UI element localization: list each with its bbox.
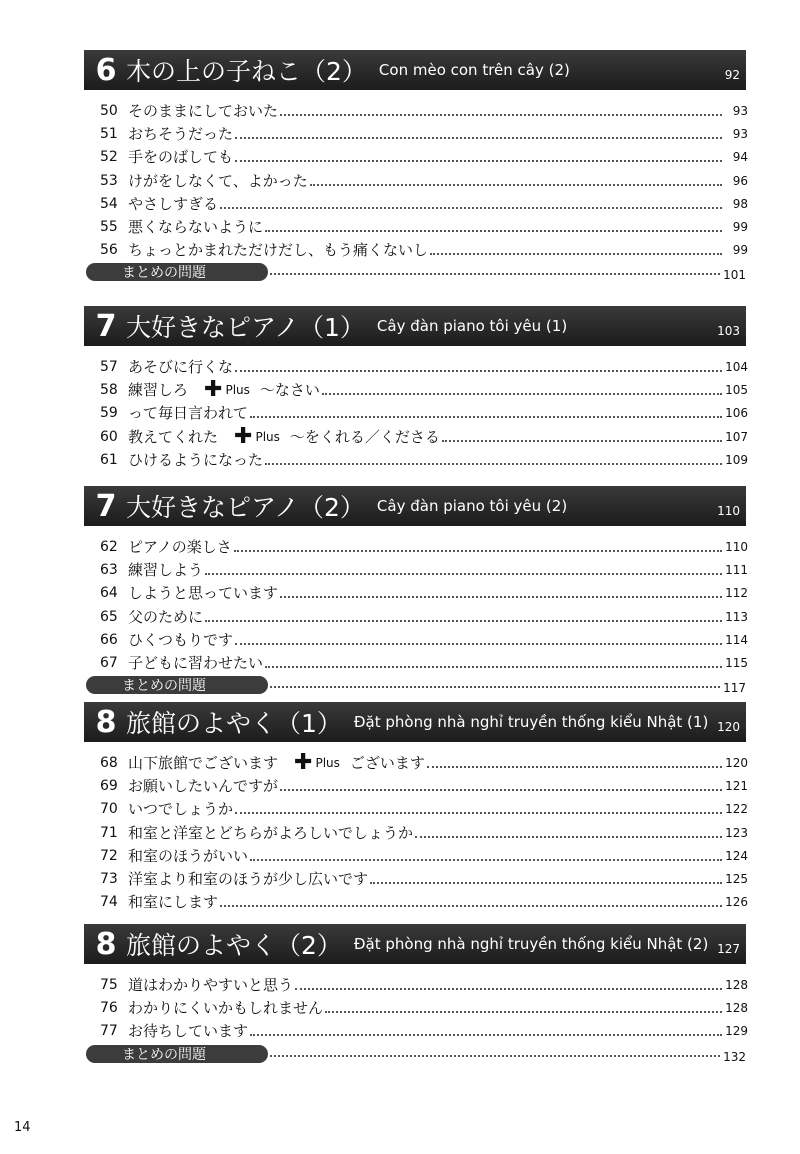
section-header: [84, 486, 746, 526]
entry-text: [128, 999, 323, 1017]
entry-title: いつでしょうか: [128, 800, 234, 819]
entry-title: 練習しよう: [128, 561, 204, 580]
toc-entry[interactable]: [100, 423, 748, 449]
entry-text: [128, 172, 308, 190]
section-page: 110: [717, 504, 740, 518]
dot-leader: [220, 207, 722, 209]
entry-title: 洋室より和室のほうが少し広いです: [128, 870, 369, 888]
entry-text: [128, 195, 218, 213]
entry-page: 121: [725, 779, 748, 794]
lesson-number: 7: [95, 488, 117, 524]
toc-entry[interactable]: [100, 121, 748, 143]
entry-number: 76: [100, 1000, 118, 1017]
summary-entry[interactable]: [86, 262, 746, 282]
entry-text: [128, 654, 263, 672]
dot-leader: [270, 1055, 720, 1057]
entry-number: 56: [100, 242, 118, 259]
entry-title: 山下旅館でございます: [128, 754, 279, 772]
entry-number: 73: [100, 871, 118, 887]
section-title-ja: 大好きなピアノ（1）: [126, 313, 365, 342]
toc-entry[interactable]: [100, 889, 748, 911]
entry-number: 74: [100, 894, 118, 911]
summary-label: まとめの問題: [86, 1045, 268, 1063]
entry-page: 113: [725, 609, 748, 624]
plus-text: ～をくれる／くださる: [289, 427, 440, 446]
entry-page: 93: [732, 104, 748, 118]
toc-entry[interactable]: [100, 447, 748, 469]
entry-page: 128: [725, 978, 748, 992]
entry-number: 58: [100, 382, 118, 399]
entry-number: 57: [100, 359, 118, 375]
entry-text: [128, 631, 233, 649]
toc-entry[interactable]: [100, 843, 748, 865]
section-title-ja: 大好きなピアノ（2）: [126, 493, 365, 522]
entry-number: 52: [100, 149, 118, 166]
entry-title: ひけるようになった: [128, 450, 264, 469]
section-page: 92: [724, 68, 740, 82]
dot-leader: [235, 370, 722, 372]
lesson-number: 6: [95, 52, 117, 88]
toc-entry[interactable]: [100, 98, 748, 120]
entry-title: 和室のほうがいい: [128, 846, 249, 865]
plus-label: Plus: [225, 383, 250, 398]
toc-entry[interactable]: [100, 144, 748, 166]
dot-leader: [205, 573, 722, 575]
entry-page: 129: [725, 1024, 748, 1039]
entry-text: [128, 218, 263, 236]
entry-page: 112: [725, 586, 748, 601]
entry-page: 128: [725, 1001, 748, 1016]
section-title-vi: Cây đàn piano tôi yêu (1): [376, 317, 568, 335]
toc-entry[interactable]: [100, 400, 748, 422]
entry-title: やさしすぎる: [128, 194, 219, 213]
entry-text: [128, 125, 233, 143]
entry-text: [128, 404, 248, 422]
entry-text: [128, 538, 232, 556]
plus-label: Plus: [255, 429, 280, 444]
dot-leader: [235, 137, 722, 139]
toc-entry[interactable]: [100, 354, 748, 376]
lesson-number: 8: [95, 926, 117, 962]
entry-number: 54: [100, 195, 118, 212]
summary-entry[interactable]: [86, 675, 746, 695]
section-header: [84, 924, 746, 964]
entry-page: 98: [732, 196, 748, 211]
entry-text: [128, 976, 293, 994]
entry-title: しようと思っています: [128, 584, 279, 603]
toc-entry[interactable]: [100, 191, 748, 213]
entry-title: 道はわかりやすいと思う: [128, 976, 294, 994]
entry-page: 120: [725, 756, 748, 770]
entry-number: 69: [100, 778, 118, 795]
section-header: [84, 702, 746, 742]
section-title-ja: 木の上の子ねこ（2）: [126, 57, 367, 86]
plus-text: ～なさい: [259, 381, 320, 400]
entry-number: 64: [100, 585, 118, 602]
entry-number: 77: [100, 1023, 118, 1040]
entry-page: 105: [725, 383, 748, 398]
entry-number: 50: [100, 103, 118, 119]
lesson-number: 8: [95, 704, 117, 740]
toc-entry[interactable]: [100, 237, 748, 259]
entry-title: 父のために: [128, 607, 204, 626]
dot-leader: [265, 666, 722, 668]
toc-entry[interactable]: [100, 1018, 748, 1040]
entry-number: 67: [100, 655, 118, 671]
entry-title: ピアノの楽しさ: [128, 538, 232, 556]
entry-page: 94: [732, 150, 748, 165]
entry-title: お待ちしています: [128, 1022, 249, 1041]
toc-entry[interactable]: [100, 866, 748, 888]
section-title-vi: Con mèo con trên cây (2): [378, 61, 570, 79]
dot-leader: [310, 184, 722, 186]
entry-text: [128, 102, 278, 120]
toc-entry[interactable]: [100, 214, 748, 236]
dot-leader: [205, 620, 722, 622]
dot-leader: [427, 766, 722, 768]
entry-text: [128, 561, 203, 579]
dot-leader: [442, 440, 722, 442]
entry-page: 106: [725, 406, 748, 421]
entry-page: 124: [725, 848, 748, 863]
toc-entry[interactable]: [100, 534, 748, 556]
dot-leader: [265, 230, 722, 232]
entry-number: 55: [100, 219, 118, 235]
entry-title: ひくつもりです: [128, 630, 234, 649]
toc-entry[interactable]: [100, 750, 748, 775]
entry-title: 和室と洋室とどちらがよろしいでしょうか: [128, 823, 414, 842]
dot-leader: [235, 643, 722, 645]
section-title-ja: 旅館のよやく（1）: [126, 709, 342, 738]
section-page: 103: [717, 324, 740, 338]
plus-label: Plus: [315, 756, 340, 770]
entry-page: 125: [725, 872, 748, 886]
toc-entry[interactable]: [100, 773, 748, 795]
entry-number: 70: [100, 801, 118, 818]
entry-page: 107: [725, 429, 748, 444]
dot-leader: [270, 686, 720, 688]
entry-text: [128, 451, 263, 469]
entry-number: 63: [100, 562, 118, 579]
entry-number: 68: [100, 755, 118, 771]
summary-page: 101: [723, 268, 746, 283]
dot-leader: [325, 1011, 722, 1013]
dot-leader: [235, 160, 722, 162]
plus-note: [234, 423, 440, 449]
toc-entry[interactable]: [100, 972, 748, 994]
toc-entry[interactable]: [100, 168, 748, 190]
entry-text: [128, 608, 203, 626]
entry-text: [128, 800, 233, 818]
entry-page: 114: [725, 632, 748, 647]
section-page: 127: [717, 942, 740, 956]
dot-leader: [280, 114, 722, 116]
entry-title: 練習しろ: [128, 381, 189, 400]
dot-leader: [415, 836, 722, 838]
entry-text: [128, 241, 428, 259]
entry-text: [128, 824, 413, 842]
plus-icon: ✚: [234, 423, 253, 449]
entry-text: [128, 847, 248, 865]
dot-leader: [250, 416, 722, 418]
entry-title: 教えてくれた: [128, 427, 219, 446]
entry-number: 66: [100, 631, 118, 648]
entry-page: 96: [732, 173, 748, 188]
entry-text: [128, 377, 320, 403]
section-title-ja: 旅館のよやく（2）: [126, 931, 342, 960]
summary-page: 132: [723, 1049, 746, 1064]
plus-note: [294, 750, 425, 775]
entry-text: [128, 1022, 248, 1040]
entry-page: 122: [725, 802, 748, 817]
entry-title: そのままにしておいた: [128, 102, 279, 120]
entry-page: 104: [725, 360, 748, 374]
section-header: [84, 50, 746, 90]
section-title-vi: Đặt phòng nhà nghỉ truyền thống kiểu Nhật (2): [353, 935, 709, 953]
entry-page: 99: [732, 220, 748, 234]
summary-label: まとめの問題: [86, 263, 268, 281]
plus-icon: ✚: [204, 377, 223, 403]
entry-title: ちょっとかまれただけだし、もう痛くないし: [128, 241, 429, 260]
toc-entry[interactable]: [100, 377, 748, 403]
entry-title: 手をのばしても: [128, 148, 234, 167]
entry-text: [128, 148, 233, 166]
dot-leader: [430, 253, 722, 255]
entry-number: 75: [100, 977, 118, 993]
entry-page: 126: [725, 895, 748, 910]
toc-entry[interactable]: [100, 995, 748, 1017]
lesson-number: 7: [95, 308, 117, 344]
entry-number: 61: [100, 451, 118, 468]
toc-entry[interactable]: [100, 604, 748, 626]
entry-title: って毎日言われて: [128, 404, 249, 423]
entry-number: 71: [100, 824, 118, 841]
toc-entry[interactable]: [100, 650, 748, 672]
entry-number: 65: [100, 608, 118, 625]
summary-entry[interactable]: [86, 1044, 746, 1064]
dot-leader: [220, 905, 722, 907]
toc-entry[interactable]: [100, 820, 748, 842]
page-number: 14: [14, 1120, 31, 1135]
toc-entry[interactable]: [100, 796, 748, 818]
entry-number: 60: [100, 428, 118, 445]
entry-text: [128, 423, 440, 449]
entry-text: [128, 870, 368, 888]
dot-leader: [235, 812, 722, 814]
entry-title: わかりにくいかもしれません: [128, 999, 324, 1018]
dot-leader: [280, 596, 722, 598]
dot-leader: [280, 789, 722, 791]
toc-entry[interactable]: [100, 627, 748, 649]
entry-number: 59: [100, 405, 118, 422]
entry-text: [128, 584, 278, 602]
dot-leader: [250, 1034, 722, 1036]
entry-title: お願いしたいんですが: [128, 777, 279, 796]
entry-number: 51: [100, 126, 118, 143]
plus-icon: ✚: [294, 750, 313, 775]
entry-title: 悪くならないように: [128, 218, 264, 236]
plus-text: ございます: [349, 754, 425, 772]
entry-page: 111: [725, 563, 748, 578]
dot-leader: [265, 463, 722, 465]
entry-text: [128, 358, 233, 376]
summary-label: まとめの問題: [86, 676, 268, 694]
entry-number: 72: [100, 847, 118, 864]
dot-leader: [370, 882, 722, 884]
entry-title: 和室にします: [128, 893, 219, 912]
entry-title: けがをしなくて、よかった: [128, 171, 308, 190]
entry-number: 53: [100, 172, 118, 189]
entry-page: 109: [725, 452, 748, 467]
entry-title: 子どもに習わせたい: [128, 654, 264, 672]
entry-page: 99: [732, 243, 748, 258]
toc-entry[interactable]: [100, 580, 748, 602]
dot-leader: [295, 988, 722, 990]
entry-text: [128, 750, 425, 775]
entry-page: 123: [725, 825, 748, 840]
toc-entry[interactable]: [100, 557, 748, 579]
entry-text: [128, 893, 218, 911]
entry-title: おちそうだった: [128, 125, 234, 144]
dot-leader: [234, 550, 722, 552]
section-header: [84, 306, 746, 346]
entry-number: 62: [100, 539, 118, 555]
dot-leader: [322, 393, 722, 395]
dot-leader: [250, 859, 722, 861]
section-title-vi: Đặt phòng nhà nghỉ truyền thống kiểu Nhật (1): [353, 713, 709, 731]
section-page: 120: [717, 720, 740, 734]
entry-title: あそびに行くな: [128, 358, 234, 376]
plus-note: [204, 377, 320, 403]
entry-page: 110: [725, 540, 748, 554]
section-title-vi: Cây đàn piano tôi yêu (2): [376, 497, 568, 515]
entry-page: 93: [732, 127, 748, 142]
dot-leader: [270, 273, 720, 275]
entry-page: 115: [725, 656, 748, 670]
summary-page: 117: [723, 681, 746, 696]
entry-text: [128, 777, 278, 795]
